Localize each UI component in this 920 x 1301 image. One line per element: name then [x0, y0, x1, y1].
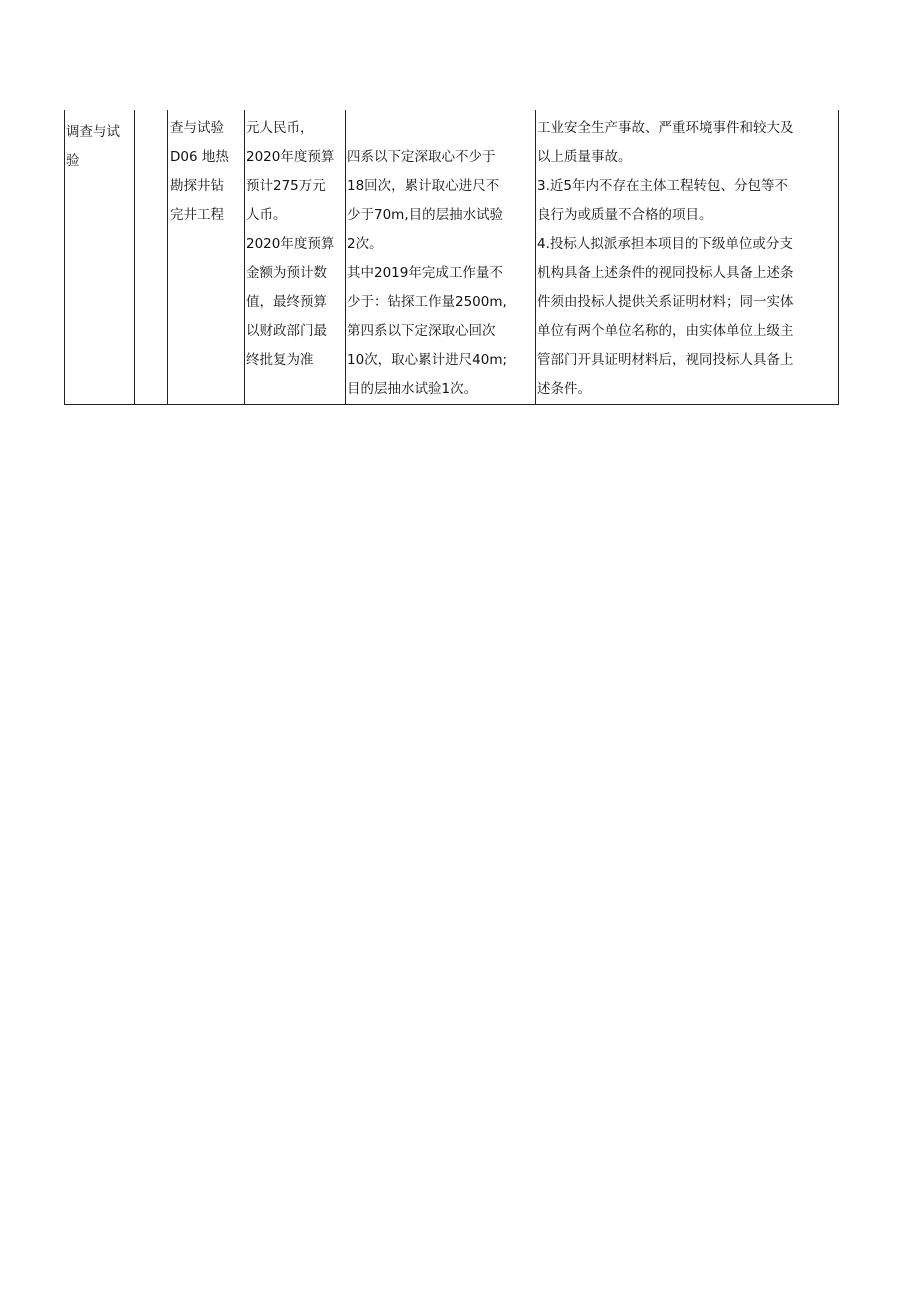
workload-cell: [346, 110, 536, 405]
project-name-text: 查与试验 D06 地热 勘探井钻 完井工程: [170, 120, 229, 223]
requirements-text: 工业安全生产事故、严重环境事件和较大及 以上质量事故。 3.近5年内不存在主体工程转包、分包等不 良行为或质量不合格的项目。 4.投标人拟派承担本项目的下级单位或分支 机构具备上述条件的视同投标人具备上述条 件须由投标人提供关系证明材料；同一实体 单位有两个单位名称的，由实体单位上级主 管部门开具证明材料后，视同投标人具备上 述条件。: [537, 120, 794, 397]
project-name-cell: [168, 110, 245, 405]
budget-cell: [245, 110, 346, 405]
workload-text: 四系以下定深取心不少于 18回次，累计取心进尺不 少于70m,目的层抽水试验 2次。 其中2019年完成工作量不 少于：钻探工作量2500m, 第四系以下定深取心回次 10次，取心累计进尺40m; 目的层抽水试验1次。: [347, 149, 508, 397]
procurement-table: [64, 110, 839, 405]
category-text: 调查与试 验: [66, 124, 120, 169]
blank-cell: [135, 110, 168, 405]
requirements-cell: [536, 110, 839, 405]
table-row: [65, 110, 839, 405]
category-cell: [65, 110, 135, 405]
budget-text: 元人民币， 2020年度预算 预计275万元 人币。 2020年度预算 金额为预计数 值，最终预算 以财政部门最 终批复为准: [246, 120, 335, 368]
